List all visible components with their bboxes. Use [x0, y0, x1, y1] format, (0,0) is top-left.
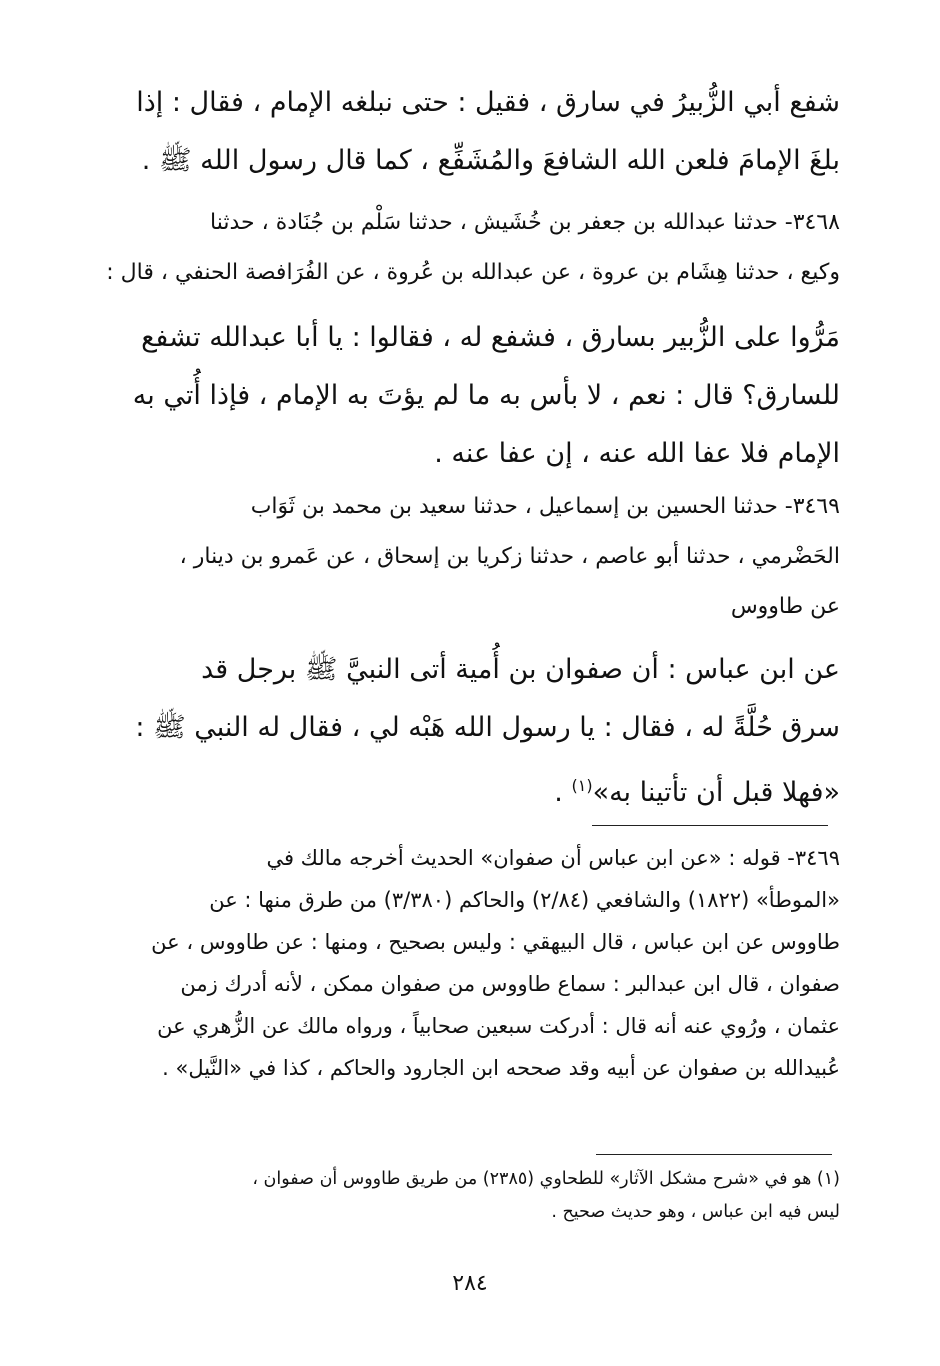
text-line: ٣٤٦٨- حدثنا عبدالله بن جعفر بن خُشَيش ، حدثنا سَلْم بن جُنَادة ، حدثنا: [210, 210, 840, 235]
text-line: [100, 757, 840, 822]
page-number: ٢٨٤: [452, 1271, 488, 1296]
text-line: طاووس عن ابن عباس ، قال البيهقي : وليس بصحيح ، ومنها : عن طاووس ، عن: [151, 930, 840, 954]
text-line: «الموطأ» (١٨٢٢) والشافعي (٢/٨٤) والحاكم (٣/٣٨٠) من طرق منها : عن: [209, 888, 840, 912]
hadith-3469-matn: [100, 641, 840, 822]
footnote-divider: [596, 1154, 832, 1155]
text-line: الحَضْرمي ، حدثنا أبو عاصم ، حدثنا زكريا بن إسحاق ، عن عَمرو بن دينار ،: [179, 544, 840, 569]
text-line: عُبيدالله بن صفوان عن أبيه وقد صححه ابن الجارود والحاكم ، كذا في «النَّيل» .: [162, 1056, 840, 1080]
text-line: للسارق؟ قال : نعم ، لا بأس به ما لم يؤتَ به الإمام ، فإذا أُتي به: [132, 380, 840, 411]
text-line: بلغَ الإمامَ فلعن الله الشافعَ والمُشَفِّع ، كما قال رسول الله ﷺ .: [141, 145, 840, 176]
text-line: عثمان ، ورُوي عنه أنه قال : أدركت سبعين صحابياً ، ورواه مالك عن الزُّهري عن: [157, 1014, 840, 1038]
text-line: ليس فيه ابن عباس ، وهو حديث صحيح .: [551, 1202, 840, 1222]
text-line: عن ابن عباس : أن صفوان بن أُمية أتى النبيَّ ﷺ برجل قد: [201, 654, 840, 685]
text-line: الإمام فلا عفا الله عنه ، إن عفا عنه .: [434, 438, 840, 469]
text-line: صفوان ، قال ابن عبدالبر : سماع طاووس من صفوان ممكن ، لأنه أدرك زمن: [180, 972, 840, 996]
text-line: ٣٤٦٩- حدثنا الحسين بن إسماعيل ، حدثنا سعيد بن محمد بن ثَوَاب: [250, 494, 840, 519]
text-line: (١) هو في «شرح مشكل الآثار» للطحاوي (٢٣٨٥) من طريق طاووس أن صفوان ،: [252, 1169, 840, 1189]
main-text-paragraph: [100, 74, 840, 190]
quoted-text: «فهلا قبل أن تأتينا به»: [592, 777, 840, 808]
text-line: وكيع ، حدثنا هِشَام بن عروة ، عن عبدالله بن عُروة ، عن الفُرَافصة الحنفي ، قال :: [106, 260, 840, 285]
text-line: مَرُّوا على الزُّبير بسارق ، فشفع له ، فقالوا : يا أبا عبدالله تشفع: [141, 322, 840, 353]
book-page: [100, 0, 840, 1366]
text-line: عن طاووس: [730, 594, 840, 619]
text-line: سرق حُلَّةً له ، فقال : يا رسول الله هَبْه لي ، فقال له النبي ﷺ :: [135, 712, 840, 743]
hadith-3469-isnad: [100, 482, 840, 632]
text-line: ٣٤٦٩- قوله : «عن ابن عباس أن صفوان» الحديث أخرجه مالك في: [266, 846, 840, 870]
period: .: [554, 777, 572, 808]
hadith-3468-isnad: [100, 198, 840, 298]
text-line: شفع أبي الزُّبيرُ في سارق ، فقيل : حتى نبلغه الإمام ، فقال : إذا: [136, 87, 840, 118]
footnote-reference: (١): [571, 776, 593, 795]
hadith-3468-matn: [100, 309, 840, 483]
commentary-divider: [592, 825, 828, 826]
